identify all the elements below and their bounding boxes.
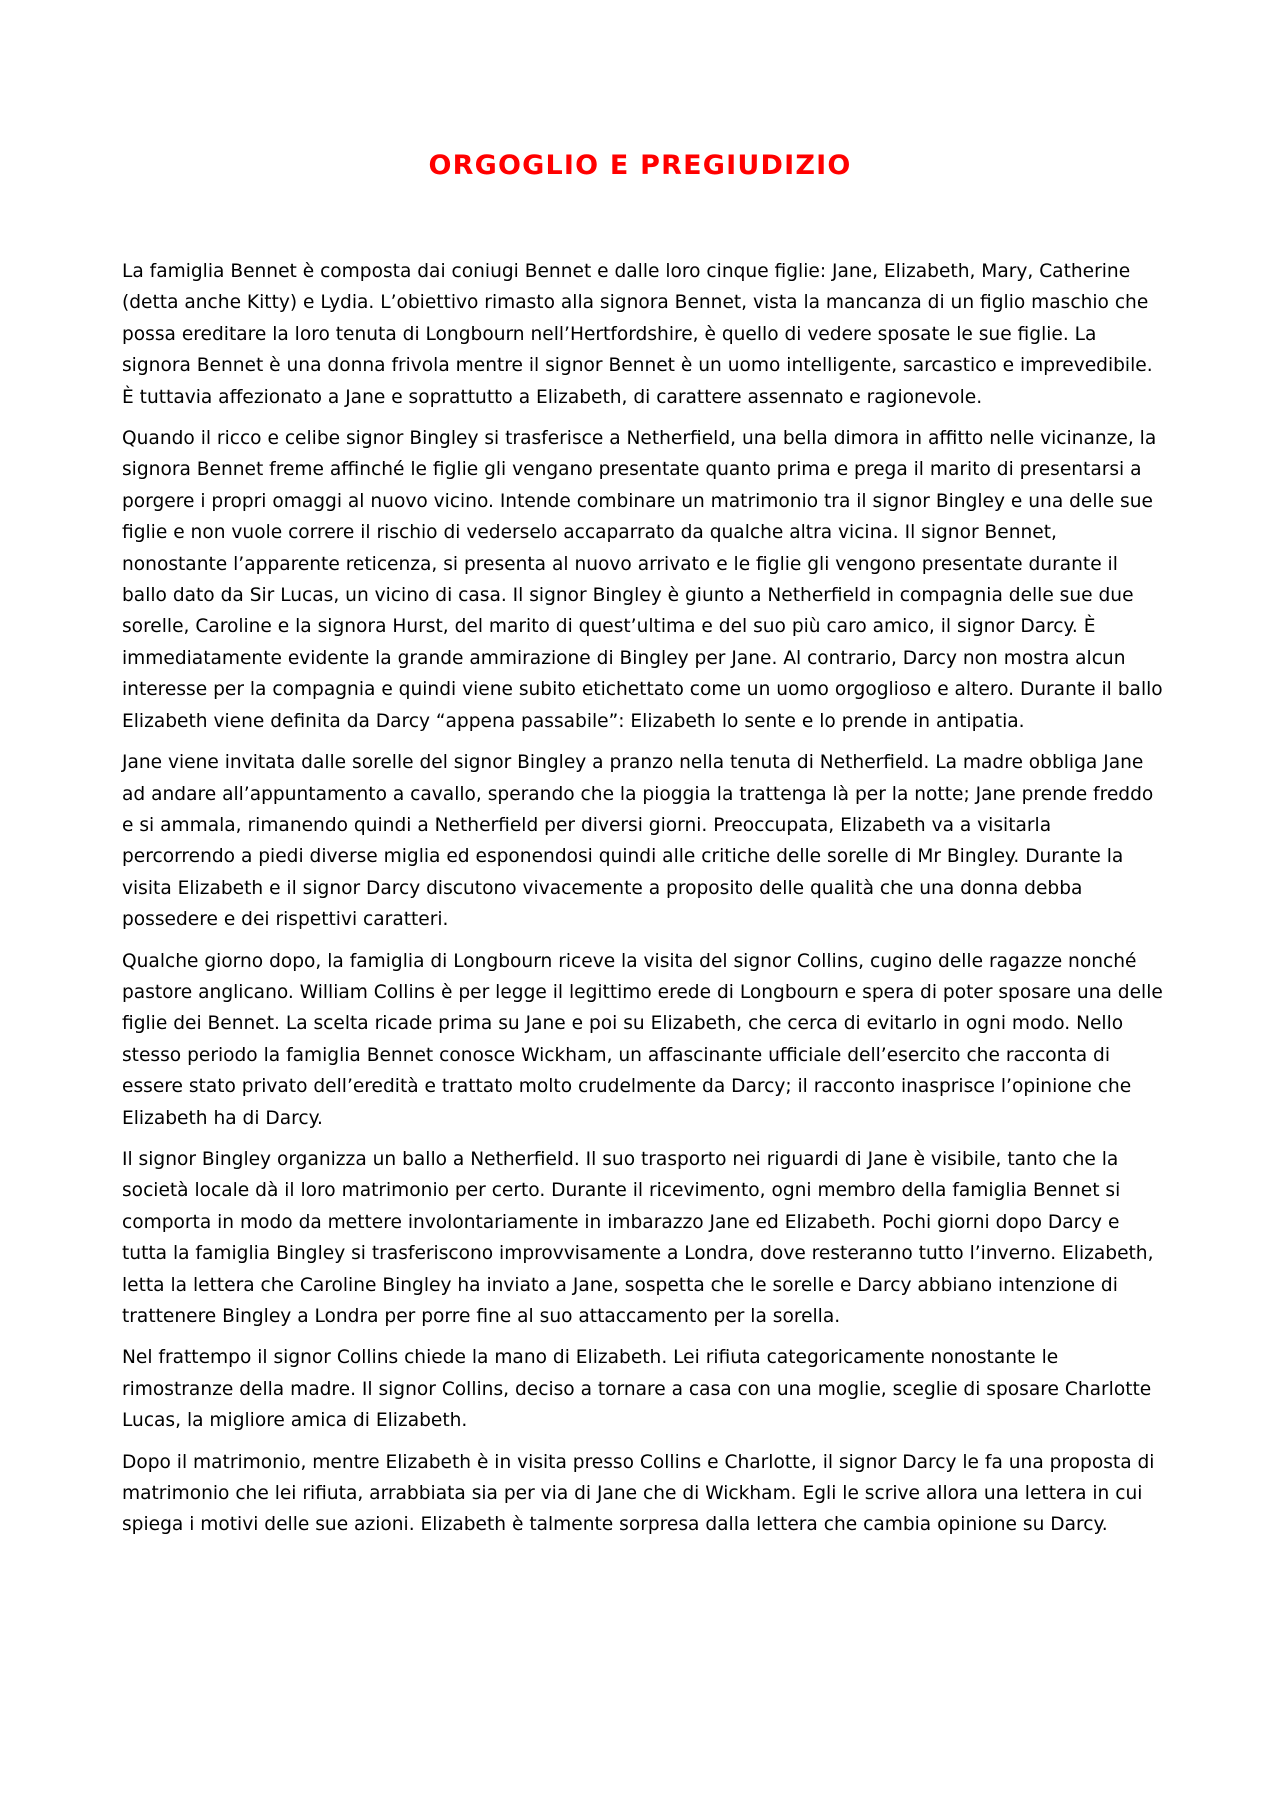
paragraph: Jane viene invitata dalle sorelle del signor Bingley a pranzo nella tenuta di Netherfield. La madre obbliga Jane ad andare all’appuntamento a cavallo, sperando che la pioggia la trattenga là per la notte; Jane prende freddo e si ammala, rimanendo quindi a Netherfield per diversi giorni. Preoccupata, Elizabeth va a visitarla percorrendo a piedi diverse miglia ed esponendosi quindi alle critiche delle sorelle di Mr Bingley. Durante la visita Elizabeth e il signor Darcy discutono vivacemente a proposito delle qualità che una donna debba possedere e dei rispettivi caratteri. xyxy=(122,752,1154,931)
paragraph: La famiglia Bennet è composta dai coniugi Bennet e dalle loro cinque figlie: Jane, Elizabeth, Mary, Catherine (detta anche Kitty) e Lydia. L’obiettivo rimasto alla signora Bennet, vista la mancanza di un figlio maschio che possa ereditare la loro tenuta di Longbourn nell’Hertfordshire, è quello di vedere sposate le sue figlie. La signora Bennet è una donna frivola mentre il signor Bennet è un uomo intelligente, sarcastico e imprevedibile. È tuttavia affezionato a Jane e soprattutto a Elizabeth, di carattere assennato e ragionevole. xyxy=(122,261,1153,408)
paragraph: Il signor Bingley organizza un ballo a Netherfield. Il suo trasporto nei riguardi di Jane è visibile, tanto che la società locale dà il loro matrimonio per certo. Durante il ricevimento, ogni membro della famiglia Bennet si comporta in modo da mettere involontariamente in imbarazzo Jane ed Elizabeth. Pochi giorni dopo Darcy e tutta la famiglia Bingley si trasferiscono improvvisamente a Londra, dove resteranno tutto l’inverno. Elizabeth, letta la lettera che Caroline Bingley ha inviato a Jane, sospetta che le sorelle e Darcy abbiano intenzione di trattenere Bingley a Londra per porre fine al suo attaccamento per la sorella. xyxy=(122,1148,1154,1327)
document-title: ORGOGLIO E PREGIUDIZIO xyxy=(428,150,852,181)
paragraph: Quando il ricco e celibe signor Bingley si trasferisce a Netherfield, una bella dimora in affitto nelle vicinanze, la signora Bennet freme affinché le figlie gli vengano presentate quanto prima e prega il marito di presentarsi a porgere i propri omaggi al nuovo vicino. Intende combinare un matrimonio tra il signor Bingley e una delle sue figlie e non vuole correre il rischio di vederselo accaparrato da qualche altra vicina. Il signor Bennet, nonostante l’apparente reticenza, si presenta al nuovo arrivato e le figlie gli vengono presentate durante il ballo dato da Sir Lucas, un vicino di casa. Il signor Bingley è giunto a Netherfield in compagnia delle sue due sorelle, Caroline e la signora Hurst, del marito di quest’ultima e del suo più caro amico, il signor Darcy. È immediatamente evidente la grande ammirazione di Bingley per Jane. Al contrario, Darcy non mostra alcun interesse per la compagnia e quindi viene subito etichettato come un uomo orgoglioso e altero. Durante il ballo Elizabeth viene definita da Darcy “appena passabile”: Elizabeth lo sente e lo prende in antipatia. xyxy=(122,428,1163,732)
paragraph: Nel frattempo il signor Collins chiede la mano di Elizabeth. Lei rifiuta categoricamente nonostante le rimostranze della madre. Il signor Collins, deciso a tornare a casa con una moglie, sceglie di sposare Charlotte Lucas, la migliore amica di Elizabeth. xyxy=(122,1347,1152,1432)
paragraph: Qualche giorno dopo, la famiglia di Longbourn riceve la visita del signor Collins, cugino delle ragazze nonché pastore anglicano. William Collins è per legge il legittimo erede di Longbourn e spera di poter sposare una delle figlie dei Bennet. La scelta ricade prima su Jane e poi su Elizabeth, che cerca di evitarlo in ogni modo. Nello stesso periodo la famiglia Bennet conosce Wickham, un affascinante ufficiale dell’esercito che racconta di essere stato privato dell’eredità e trattato molto crudelmente da Darcy; il racconto inasprisce l’opinione che Elizabeth ha di Darcy. xyxy=(122,950,1163,1129)
paragraph: Dopo il matrimonio, mentre Elizabeth è in visita presso Collins e Charlotte, il signor Darcy le fa una proposta di matrimonio che lei rifiuta, arrabbiata sia per via di Jane che di Wickham. Egli le scrive allora una lettera in cui spiega i motivi delle sue azioni. Elizabeth è talmente sorpresa dalla lettera che cambia opinione su Darcy. xyxy=(122,1451,1155,1536)
document-body xyxy=(122,256,1164,1551)
